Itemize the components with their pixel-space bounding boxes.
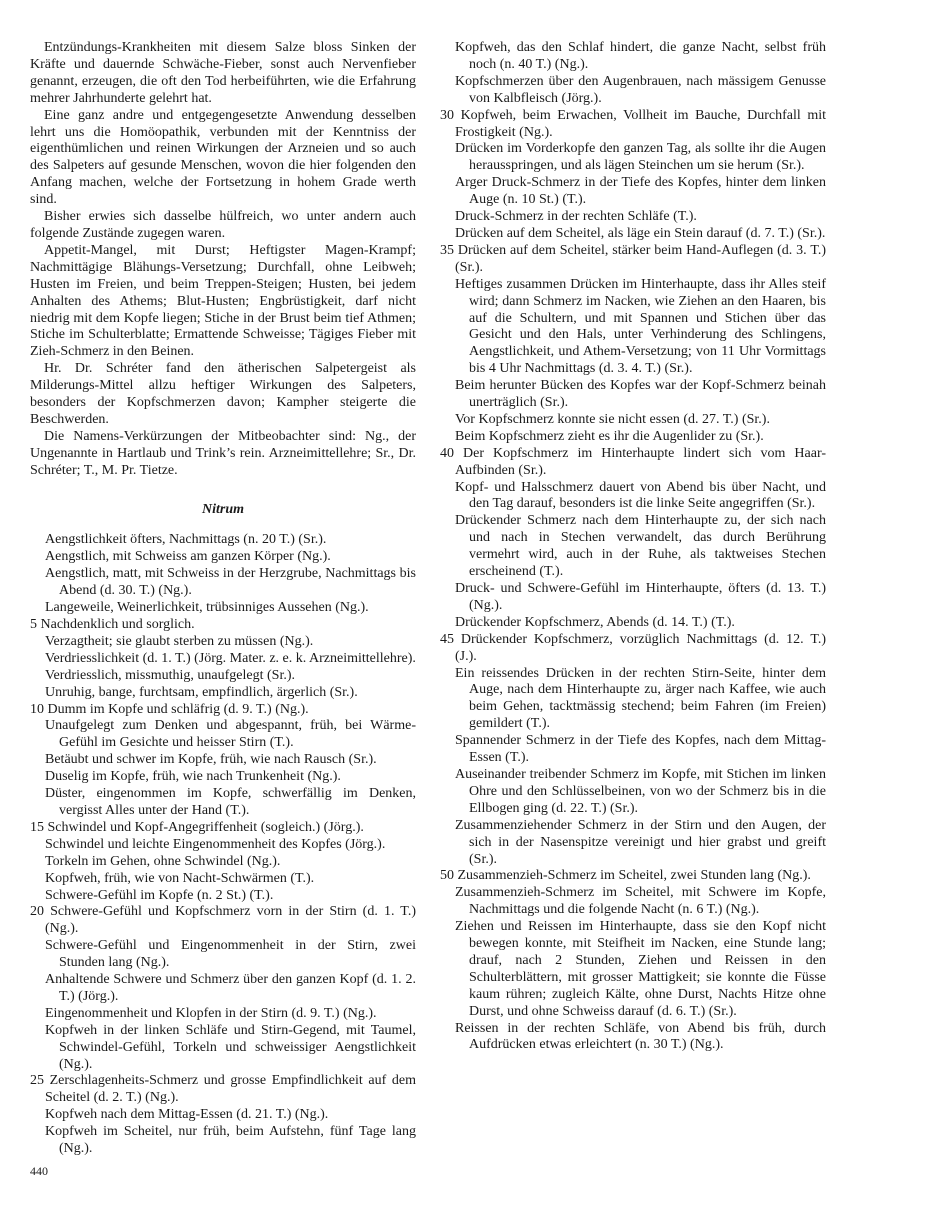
symptom-entry: Auseinander treibender Schmerz im Kopfe, mit Stichen im linken Ohre und den Schlüsselbeinen, von wo der Schmerz bis in die Ellbogen ging (d. 22. T.) (Sr.). — [455, 766, 826, 816]
symptom-entry: Unruhig, bange, furchtsam, empfindlich, ärgerlich (Sr.). — [45, 684, 358, 700]
symptom-entry: 25 Zerschlagenheits-Schmerz und grosse Empfindlichkeit auf dem Scheitel (d. 2. T.) (Ng.). — [30, 1073, 416, 1106]
intro-paragraph: Entzündungs-Krankheiten mit diesem Salze bloss Sinken der Kräfte und dauernde Schwäche-Fieber, sonst auch Nervenfieber genannt, erzeugen, die oft den Tod herbeiführten, wie die Erfahrung mehrer Jahrhunderte gelehrt hat. — [30, 40, 416, 106]
symptom-entry: Drückender Schmerz nach dem Hinterhaupte zu, der sich nach und nach in Stechen verwandelt, das durch Berührung vermehrt wird, auch in der Ruhe, als taktweises Stechen erscheinend (T.). — [455, 513, 826, 580]
symptom-entry: Kopfweh, das den Schlaf hindert, die ganze Nacht, selbst früh noch (n. 40 T.) (Ng.). — [455, 40, 826, 72]
symptom-entry: Unaufgelegt zum Denken und abgespannt, früh, bei Wärme-Gefühl im Gesichte und heisser Stirn (T.). — [45, 718, 416, 751]
symptom-entry: Düster, eingenommen im Kopfe, schwerfällig im Denken, vergisst Alles unter der Hand (T.). — [45, 786, 416, 818]
symptom-entry: Spannender Schmerz in der Tiefe des Kopfes, nach dem Mittag-Essen (T.). — [455, 733, 826, 766]
symptom-entry: Aengstlich, mit Schweiss am ganzen Körper (Ng.). — [45, 549, 331, 565]
symptom-entry: Reissen in der rechten Schläfe, von Abend bis früh, durch Aufdrücken etwas erleichtert (n. 30 T.) (Ng.). — [455, 1020, 826, 1053]
symptom-entry: Aengstlichkeit öfters, Nachmittags (n. 20 T.) (Sr.). — [45, 532, 327, 548]
symptom-entry: Beim Kopfschmerz zieht es ihr die Augenlider zu (Sr.). — [455, 428, 764, 444]
intro-text — [30, 40, 416, 480]
right-column — [440, 40, 826, 1054]
symptom-entry: 35 Drücken auf dem Scheitel, stärker beim Hand-Auflegen (d. 3. T.) (Sr.). — [440, 242, 826, 275]
symptom-entry: 30 Kopfweh, beim Erwachen, Vollheit im Bauche, Durchfall mit Frostigkeit (Ng.). — [440, 107, 826, 140]
symptom-entry: Anhaltende Schwere und Schmerz über den ganzen Kopf (d. 1. 2. T.) (Jörg.). — [45, 972, 416, 1004]
symptom-entry: Langeweile, Weinerlichkeit, trübsinniges Aussehen (Ng.). — [45, 600, 369, 616]
symptom-entry: 45 Drückender Kopfschmerz, vorzüglich Nachmittags (d. 12. T.) (J.). — [440, 631, 826, 664]
symptom-entry: Betäubt und schwer im Kopfe, früh, wie nach Rausch (Sr.). — [45, 752, 377, 768]
intro-paragraph: Eine ganz andre und entgegengesetzte Anwendung desselben lehrt uns die Homöopathik, verbunden mit der Kenntniss der eigenthümlichen und reinen Wirkungen der Arzneien und so auch des Salpeters auf gesunde Menschen, wovon die hier folgenden den Anfang machen, welche der Fortsetzung in hohem Grade werth sind. — [30, 107, 416, 208]
symptom-entry: Verdriesslichkeit (d. 1. T.) (Jörg. Mater. z. e. k. Arzneimittellehre). — [45, 650, 416, 666]
symptom-entry: 40 Der Kopfschmerz im Hinterhaupte lindert sich vom Haar-Aufbinden (Sr.). — [440, 445, 826, 478]
symptom-entry: Schwere-Gefühl im Kopfe (n. 2 St.) (T.). — [45, 887, 274, 903]
symptom-entry: Kopfschmerzen über den Augenbrauen, nach mässigem Genusse von Kalbfleisch (Jörg.). — [455, 73, 826, 106]
intro-paragraph: Hr. Dr. Schréter fand den ätherischen Salpetergeist als Milderungs-Mittel allzu heftiger Wirkungen des Salpeters, besonders der Kopfschmerzen davon; Kampher steigerte die Beschwerden. — [30, 361, 416, 427]
symptom-entry: Aengstlich, matt, mit Schweiss in der Herzgrube, Nachmittags bis Abend (d. 30. T.) (Ng.). — [45, 566, 416, 599]
section-heading: Nitrum — [201, 501, 244, 517]
left-column — [30, 40, 416, 1158]
symptom-entry: Verzagtheit; sie glaubt sterben zu müssen (Ng.). — [45, 633, 314, 649]
symptom-entry: 5 Nachdenklich und sorglich. — [30, 617, 195, 632]
symptom-entry: 10 Dumm im Kopfe und schläfrig (d. 9. T.) (Ng.). — [30, 701, 309, 717]
intro-paragraph: Die Namens-Verkürzungen der Mitbeobachter sind: Ng., der Ungenannte in Hartlaub und Trink’s rein. Arzneimittellehre; Sr., Dr. Schréter; T., M. Pr. Tietze. — [30, 428, 416, 478]
symptom-entry: Schwere-Gefühl und Eingenommenheit in der Stirn, zwei Stunden lang (Ng.). — [45, 938, 416, 971]
symptom-entry: 50 Zusammenzieh-Schmerz im Scheitel, zwei Stunden lang (Ng.). — [440, 868, 811, 884]
symptom-entry: Druck- und Schwere-Gefühl im Hinterhaupte, öfters (d. 13. T.) (Ng.). — [455, 581, 826, 613]
symptom-entry: Schwindel und leichte Eingenommenheit des Kopfes (Jörg.). — [45, 836, 386, 852]
symptom-entry: 15 Schwindel und Kopf-Angegriffenheit (sogleich.) (Jörg.). — [30, 819, 364, 835]
symptom-entry: Eingenommenheit und Klopfen in der Stirn (d. 9. T.) (Ng.). — [45, 1005, 377, 1021]
symptom-entry: Verdriesslich, missmuthig, unaufgelegt (Sr.). — [45, 667, 296, 683]
symptom-entry: Kopfweh im Scheitel, nur früh, beim Aufstehn, fünf Tage lang (Ng.). — [45, 1124, 416, 1157]
symptom-entry: Vor Kopfschmerz konnte sie nicht essen (d. 27. T.) (Sr.). — [455, 411, 770, 427]
symptom-list-right — [440, 40, 826, 1054]
intro-paragraph: Appetit-Mangel, mit Durst; Heftigster Magen-Krampf; Nachmittägige Blähungs-Versetzung; Durchfall, ohne Leibweh; Husten im Freien, und beim Treppen-Steigen; Husten, bei jedem Anhalten des Athems; Blut-Husten; Engbrüstigkeit, darf nicht niedrig mit dem Kopfe liegen; Stiche in der Brust beim tief Athmen; Stiche im Schulterblatte; Ermattende Schweisse; Tägiges Fieber mit Zieh-Schmerz in den Beinen. — [30, 242, 416, 360]
symptom-entry: Kopfweh in der linken Schläfe und Stirn-Gegend, mit Taumel, Schwindel-Gefühl, Torkeln und schweissiger Aengstlichkeit (Ng.). — [45, 1022, 416, 1072]
page-number: 440 — [30, 1164, 48, 1178]
symptom-entry: Drücken auf dem Scheitel, als läge ein Stein darauf (d. 7. T.) (Sr.). — [455, 225, 826, 241]
symptom-list-left — [30, 532, 416, 1158]
intro-paragraph: Bisher erwies sich dasselbe hülfreich, wo unter andern auch folgende Zustände zugegen waren. — [30, 209, 416, 241]
symptom-entry: Ziehen und Reissen im Hinterhaupte, dass sie den Kopf nicht bewegen konnte, mit Steifheit im Nacken, eine Stunde lang; drauf, nach 2 Stunden, Ziehen und Reissen in den Schulterblättern, mit grosser Mattigkeit; sie konnte die Füsse kaum rühren; zugleich Kälte, ohne Durst, Nachts Hitze ohne Durst, und ohne Schweiss darauf (d. 6. T.) (Sr.). — [455, 919, 826, 1019]
symptom-entry: Beim herunter Bücken des Kopfes war der Kopf-Schmerz beinah unerträglich (Sr.). — [455, 378, 826, 411]
symptom-entry: Drücken im Vorderkopfe den ganzen Tag, als sollte ihr die Augen herausspringen, und als lägen Steinchen um sie herum (Sr.). — [455, 141, 826, 174]
symptom-entry: Kopf- und Halsschmerz dauert von Abend bis über Nacht, und den Tag darauf, besonders ist die linke Seite angegriffen (Sr.). — [455, 479, 826, 512]
symptom-entry: Torkeln im Gehen, ohne Schwindel (Ng.). — [45, 853, 281, 869]
symptom-entry: Duselig im Kopfe, früh, wie nach Trunkenheit (Ng.). — [45, 769, 341, 785]
symptom-entry: Druck-Schmerz in der rechten Schläfe (T.). — [455, 209, 697, 225]
symptom-entry: Heftiges zusammen Drücken im Hinterhaupte, dass ihr Alles steif wird; dann Schmerz im Nacken, wie Ziehen an den Haaren, bis auf die Schultern, und mit Spannen und Stichen über das Gesicht und den Hals, unter Verhinderung des Schlingens, Aengstlichkeit, und Athem-Versetzung; von 11 Uhr Vormittags bis 4 Uhr Nachmittags (d. 3. 4. T.) (Sr.). — [455, 276, 826, 377]
symptom-entry: Kopfweh, früh, wie von Nacht-Schwärmen (T.). — [45, 870, 315, 886]
symptom-entry: 20 Schwere-Gefühl und Kopfschmerz vorn in der Stirn (d. 1. T.) (Ng.). — [30, 904, 416, 937]
symptom-entry: Zusammenziehender Schmerz in der Stirn und den Augen, der sich in der Nasenspitze vereinigt und hier grabst und greift (Sr.). — [455, 817, 826, 867]
symptom-entry: Arger Druck-Schmerz in der Tiefe des Kopfes, hinter dem linken Auge (n. 10 St.) (T.). — [455, 175, 826, 208]
symptom-entry: Kopfweh nach dem Mittag-Essen (d. 21. T.) (Ng.). — [45, 1107, 329, 1123]
symptom-entry: Ein reissendes Drücken in der rechten Stirn-Seite, hinter dem Auge, nach dem Hinterhaupte zu, ärger nach Kaffee, wie auch beim Gehen, tacktmässig stechend; beim Fahren (im Freien) gemildert (T.). — [455, 665, 826, 732]
symptom-entry: Drückender Kopfschmerz, Abends (d. 14. T.) (T.). — [455, 614, 735, 630]
symptom-entry: Zusammenzieh-Schmerz im Scheitel, mit Schwere im Kopfe, Nachmittags und die folgende Nacht (n. 6 T.) (Ng.). — [455, 885, 826, 918]
